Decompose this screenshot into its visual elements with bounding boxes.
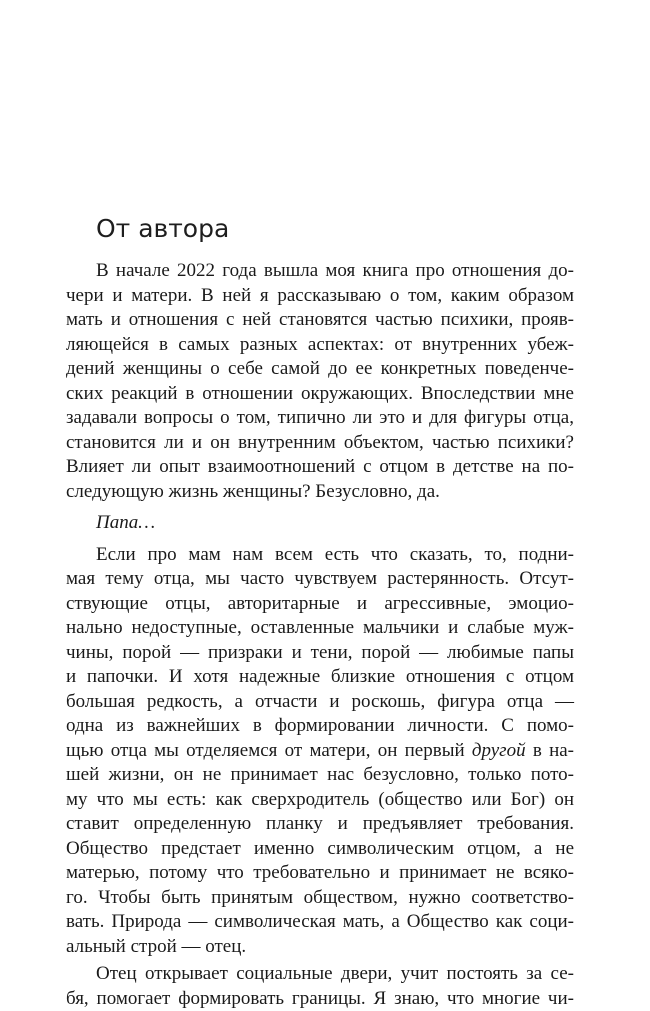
chapter-heading: От автора <box>96 213 229 245</box>
text-line: следующую жизнь женщины? Безусловно, да. <box>66 480 574 505</box>
epigraph-line <box>66 511 574 536</box>
text-line: чери и матери. В ней я рассказываю о том, каким образом <box>66 284 574 309</box>
text-line: ляющейся в самых разных аспектах: от внутренних убеж- <box>66 333 574 358</box>
text-segment: в на- <box>526 740 574 761</box>
italic-word: другой <box>472 740 526 761</box>
text-line: Общество предстает именно символическим отцом, а не <box>66 837 574 862</box>
text-line: ских реакций в отношении окружающих. Впоследствии мне <box>66 382 574 407</box>
text-line: бя, помогает формировать границы. Я знаю, что многие чи- <box>66 987 574 1011</box>
body-text <box>66 259 574 1011</box>
text-line-with-italic <box>66 739 574 764</box>
text-line: становится ли и он внутренним объектом, частью психики? <box>66 431 574 456</box>
text-line: В начале 2022 года вышла моя книга про отношения до- <box>66 259 574 284</box>
text-line: шей жизни, он не принимает нас безусловно, только пото- <box>66 763 574 788</box>
text-line: Отец открывает социальные двери, учит постоять за се- <box>66 962 574 987</box>
text-line: большая редкость, а отчасти и роскошь, фигура отца — <box>66 690 574 715</box>
text-line: ствующие отцы, авторитарные и агрессивные, эмоцио- <box>66 592 574 617</box>
text-line: дений женщины о себе самой до ее конкретных поведенче- <box>66 357 574 382</box>
text-line: ставит определенную планку и предъявляет требования. <box>66 812 574 837</box>
epigraph-text: Папа… <box>96 512 155 533</box>
text-line: альный строй — отец. <box>66 935 574 960</box>
text-line: задавали вопросы о том, типично ли это и для фигуры отца, <box>66 406 574 431</box>
text-line: чины, порой — призраки и тени, порой — любимые папы <box>66 641 574 666</box>
text-line: му что мы есть: как сверхродитель (общество или Бог) он <box>66 788 574 813</box>
text-line: го. Чтобы быть принятым обществом, нужно соответство- <box>66 886 574 911</box>
text-line: мая тему отца, мы часто чувствуем растерянность. Отсут- <box>66 567 574 592</box>
text-line: Влияет ли опыт взаимоотношений с отцом в детстве на по- <box>66 455 574 480</box>
text-line: одна из важнейших в формировании личности. С помо- <box>66 714 574 739</box>
text-line: и папочки. И хотя надежные близкие отношения с отцом <box>66 665 574 690</box>
text-segment: щью отца мы отделяемся от матери, он первый <box>66 740 465 761</box>
text-line: нально недоступные, оставленные мальчики и слабые муж- <box>66 616 574 641</box>
text-line: вать. Природа — символическая мать, а Общество как соци- <box>66 910 574 935</box>
text-line: Если про мам нам всем есть что сказать, то, подни- <box>66 543 574 568</box>
text-line: матерью, потому что требовательно и принимает не всяко- <box>66 861 574 886</box>
text-line: мать и отношения с ней становятся частью психики, прояв- <box>66 308 574 333</box>
